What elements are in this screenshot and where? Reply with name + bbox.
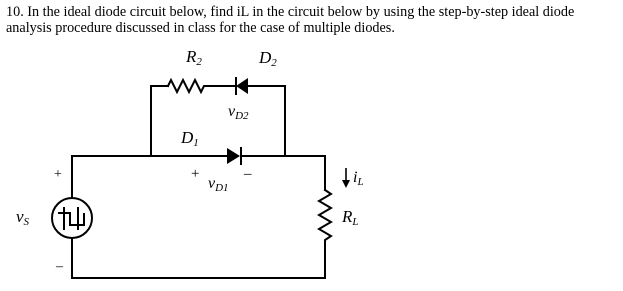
- source-minus-sign: –: [56, 259, 63, 274]
- il-current-arrow: [342, 168, 350, 188]
- rl-resistor: [319, 190, 331, 278]
- right-top-wire: [285, 156, 325, 190]
- d2-wire: [218, 86, 285, 156]
- question-number: 10.: [6, 4, 24, 20]
- voltage-source-symbol: [52, 198, 92, 238]
- d1-diode-symbol: [227, 147, 241, 165]
- vd1-label: vD1: [208, 175, 229, 194]
- question-line-2: analysis procedure discussed in class for the case of multiple diodes.: [6, 20, 395, 36]
- rl-label: RL: [342, 207, 359, 228]
- question-line-1-text: In the ideal diode circuit below, find iL in the circuit below by using the step-by-step ideal diode: [27, 4, 575, 20]
- d2-diode-symbol: [236, 77, 248, 95]
- vd1-minus-sign: –: [244, 166, 252, 182]
- d2-label: D2: [259, 48, 277, 69]
- bottom-wire: [72, 238, 325, 278]
- r2-resistor: [168, 80, 218, 92]
- d1-label: D1: [181, 128, 199, 149]
- vd1-plus-sign: +: [191, 166, 200, 182]
- r2-label: R2: [186, 47, 202, 68]
- source-plus-sign: +: [54, 167, 62, 182]
- vs-label: vS: [16, 207, 30, 228]
- vd2-label: vD2: [228, 103, 249, 122]
- upper-branch-wire: [151, 86, 168, 156]
- il-label: iL: [353, 169, 364, 188]
